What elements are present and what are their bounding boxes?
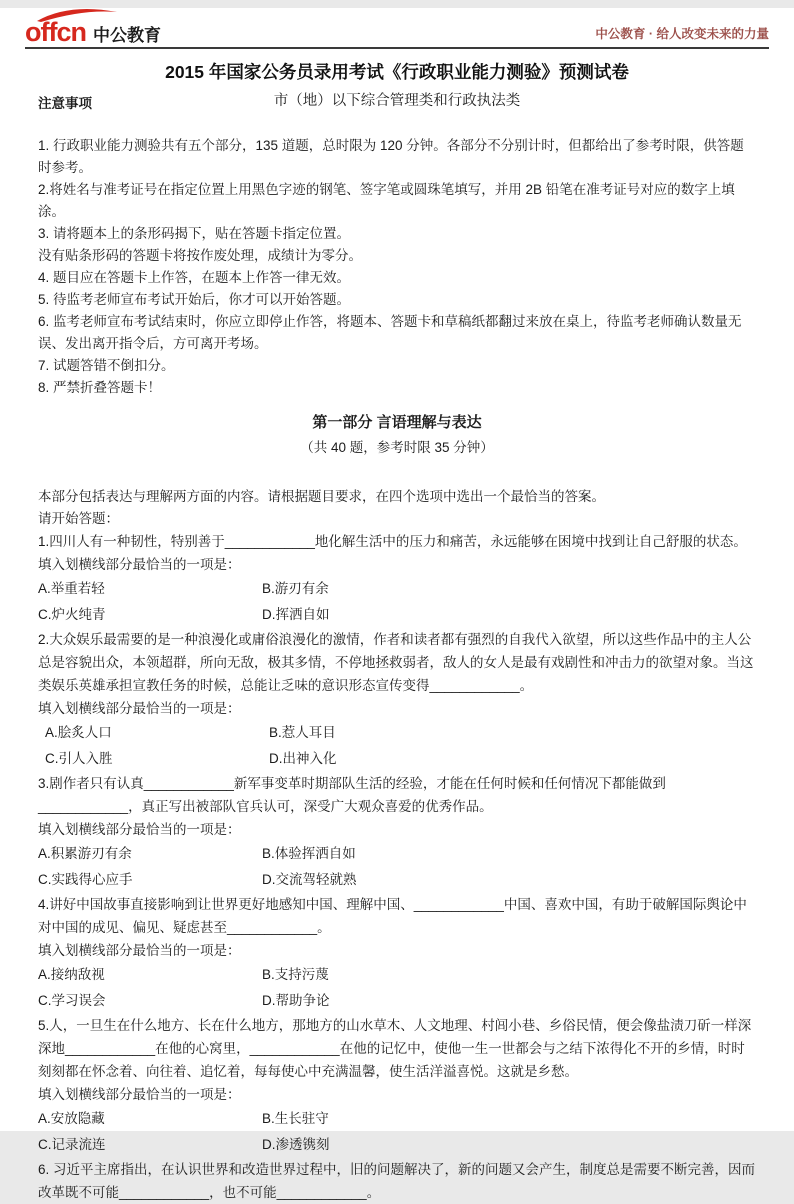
option-a: A.举重若轻 [38,581,105,596]
logo-swoosh-icon [35,7,119,23]
option-a: A.脍炙人口 [45,725,112,740]
notice-label: 注意事项 [38,96,92,111]
note-item: 8. 严禁折叠答题卡！ [38,380,162,395]
question-stem: 6. 习近平主席指出，在认识世界和改造世界过程中，旧的问题解决了，新的问题又会产生，制度总是需要不断完善，因而改革既不可能____________，也不可能____________。 [38,1162,756,1200]
option-b: B.体验挥洒自如 [262,846,356,861]
fill-blank-prompt: 填入划横线部分最恰当的一项是： [38,1087,241,1102]
brand-tagline: 中公教育 · 给人改变未来的力量 [595,27,769,41]
option-a: A.积累游刃有余 [38,846,132,861]
option-c: C.引人入胜 [45,751,113,766]
start-answering-text: 请开始答题： [38,511,119,526]
question-2 [38,628,756,772]
question-stem: 3.剧作者只有认真____________新军事变革时期部队生活的经验，才能在任何时候和任何情况下都能做到____________，真正写出被部队官兵认可，深受广大观众喜爱的优秀作品。 [38,776,666,814]
option-d: D.挥洒自如 [262,607,330,622]
option-c: C.炉火纯青 [38,607,106,622]
section-meta: （共 40 题，参考时限 35 分钟） [300,440,494,455]
option-c: C.记录流连 [38,1137,106,1152]
option-b: B.惹人耳目 [269,725,336,740]
exam-document-page [0,8,794,1200]
note-item: 6. 监考老师宣布考试结束时，你应立即停止作答，将题本、答题卡和草稿纸都翻过来放在桌上，待监考老师确认数量无误、发出离开指令后，方可离开考场。 [38,314,742,351]
page-subtitle: 市（地）以下综合管理类和行政执法类 [273,93,521,109]
fill-blank-prompt: 填入划横线部分最恰当的一项是： [38,822,241,837]
offcn-logo [25,9,161,46]
header-rule [25,47,769,49]
option-d: D.出神入化 [269,751,337,766]
question-stem: 5.人，一旦生在什么地方、长在什么地方，那地方的山水草木、人文地理、村闾小巷、乡俗民情，便会像盐渍刀斫一样深深地____________在他的心窝里，____________在他的记忆中，使他一生一世都会与之结下浓得化不开的乡情，时时刻刻都在怀念着、向往着、追忆着，每每使心中充满温馨，使生活洋溢喜悦。这就是乡愁。 [38,1018,752,1079]
options-grid [38,962,756,1014]
note-item: 1. 行政职业能力测验共有五个部分，135 道题，总时限为 120 分钟。各部分不分别计时，但都给出了参考时限，供答题时参考。 [38,138,744,175]
question-4 [38,893,756,1014]
option-c: C.实践得心应手 [38,872,133,887]
logo-cn-text: 中公教育 [92,26,161,45]
option-b: B.生长驻守 [262,1111,329,1126]
question-stem: 2.大众娱乐最需要的是一种浪漫化或庸俗浪漫化的激情，作者和读者都有强烈的自我代入欲望，所以这些作品中的主人公总是容貌出众，本领超群，所向无敌，极其多情，不停地拯救弱者，敌人的女人是最有戏剧性和冲击力的欲望对象。当这类娱乐英雄承担宣教任务的时候，总能让乏味的意识形态宣传变得____________。 [38,632,754,693]
option-a: A.接纳敌视 [38,967,105,982]
note-item: 7. 试题答错不倒扣分。 [38,358,175,373]
question-5 [38,1014,756,1158]
fill-blank-prompt: 填入划横线部分最恰当的一项是： [38,701,241,716]
option-d: D.帮助争论 [262,993,330,1008]
note-item: 4. 题目应在答题卡上作答，在题本上作答一律无效。 [38,270,351,285]
page-header [25,8,769,46]
option-d: D.渗透镌刻 [262,1137,330,1152]
logo-offcn-text: offcn [25,17,86,47]
subtitle-row [38,89,756,111]
options-grid [38,1106,756,1158]
question-stem: 4.讲好中国故事直接影响到让世界更好地感知中国、理解中国、____________中国、喜欢中国，有助于破解国际舆论中对中国的成见、偏见、疑虑甚至____________。 [38,897,747,935]
fill-blank-prompt: 填入划横线部分最恰当的一项是： [38,557,241,572]
options-grid [38,720,756,772]
section-title: 第一部分 言语理解与表达 [312,414,482,431]
note-item: 2.将姓名与准考证号在指定位置上用黑色字迹的钢笔、签字笔或圆珠笔填写，并用 2B 铅笔在准考证号对应的数字上填涂。 [38,182,735,219]
section-intro: 本部分包括表达与理解两方面的内容。请根据题目要求，在四个选项中选出一个最恰当的答案。 [38,489,605,504]
document-body [38,135,756,1204]
option-d: D.交流驾轻就熟 [262,872,357,887]
option-b: B.支持污蔑 [262,967,329,982]
page-title: 2015 年国家公务员录用考试《行政职业能力测验》预测试卷 [165,62,629,82]
note-item: 3. 请将题本上的条形码揭下，贴在答题卡指定位置。 [38,226,351,241]
note-item: 5. 待监考老师宣布考试开始后，你才可以开始答题。 [38,292,351,307]
options-grid [38,576,756,628]
fill-blank-prompt: 填入划横线部分最恰当的一项是： [38,943,241,958]
note-item: 没有贴条形码的答题卡将按作废处理，成绩计为零分。 [38,248,362,263]
question-3 [38,772,756,893]
question-1 [38,530,756,628]
option-a: A.安放隐藏 [38,1111,105,1126]
question-stem: 1.四川人有一种韧性，特别善于____________地化解生活中的压力和痛苦，永远能够在困境中找到让自己舒服的状态。 [38,534,747,549]
option-b: B.游刃有余 [262,581,329,596]
option-c: C.学习误会 [38,993,106,1008]
question-6 [38,1158,756,1204]
options-grid [38,841,756,893]
